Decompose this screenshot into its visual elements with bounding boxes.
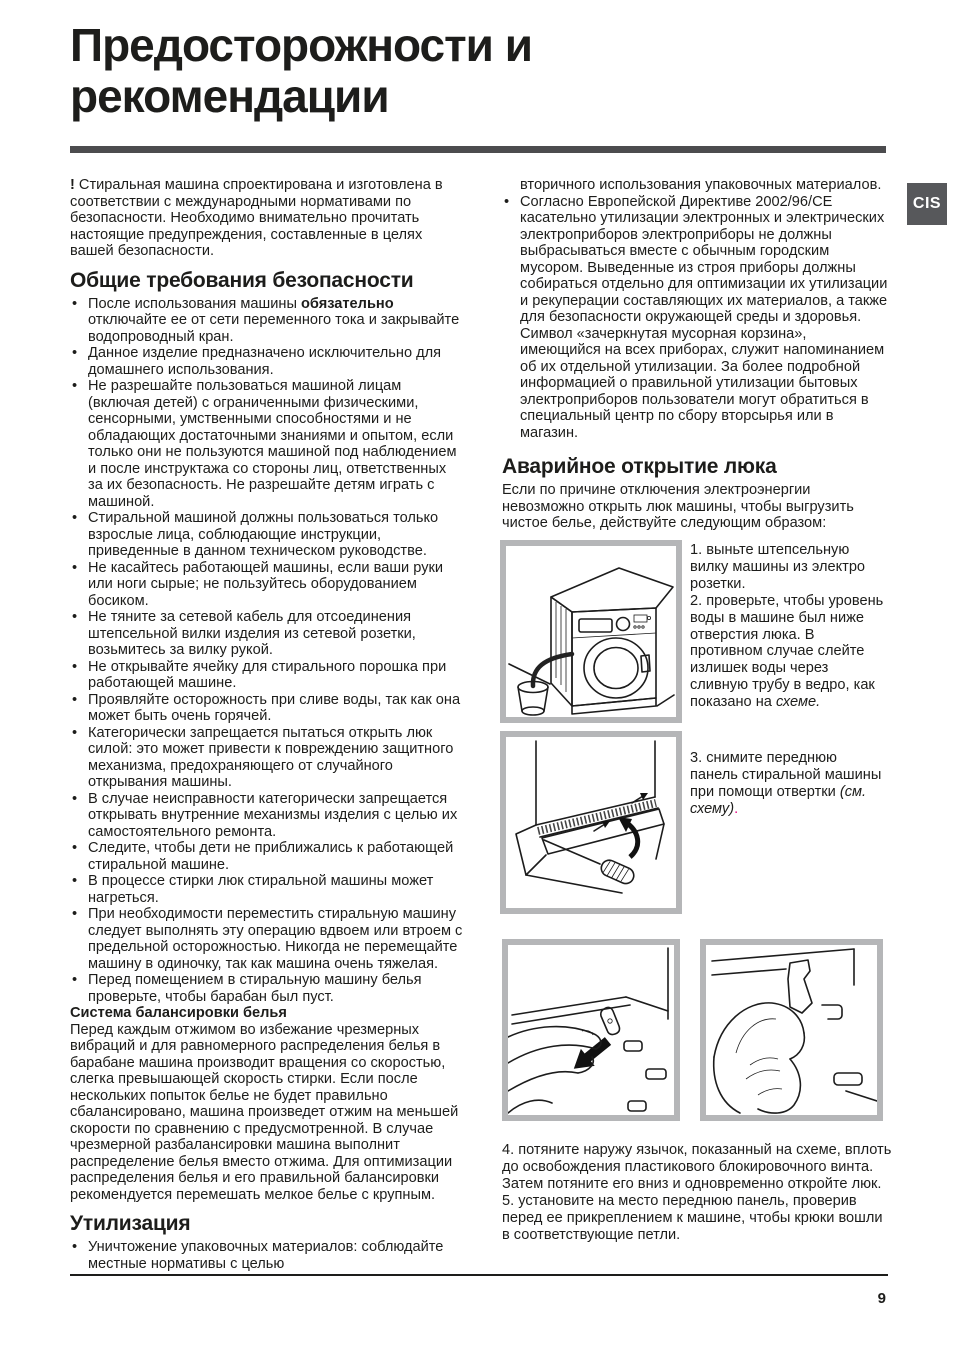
bullet-marker: • xyxy=(72,559,78,576)
emergency-step-3-block xyxy=(690,750,888,818)
safety-bullet-13 xyxy=(70,906,464,972)
step3-italic: (см. схему) xyxy=(690,783,867,817)
safety-bullet-8 xyxy=(70,692,464,725)
right-column xyxy=(502,177,888,532)
page-title-line2: рекомендации xyxy=(70,70,389,122)
step2-italic: схеме. xyxy=(775,694,821,711)
intro-paragraph xyxy=(70,177,464,260)
bullet-marker: • xyxy=(72,658,78,675)
bullet-text: При необходимости переместить стиральную машину следует выполнять эту операцию вдвоем или втроем с предельной осторожностью. Никогда не перемещайте машину в одиночку, так как машина очень тяжелая. xyxy=(88,906,463,972)
bullet-marker: • xyxy=(72,906,78,922)
safety-bullet-12 xyxy=(70,873,464,906)
figure-tab-closeup xyxy=(700,939,883,1121)
bullet-marker: • xyxy=(72,790,78,807)
page-number: 9 xyxy=(877,1290,886,1307)
safety-bullet-5 xyxy=(70,560,464,610)
bullet-text-bold: обязательно xyxy=(300,295,394,312)
drain-hose-illustration xyxy=(506,546,676,717)
bullet-marker: • xyxy=(504,193,510,210)
bullet-marker: • xyxy=(72,840,78,856)
subheading-balancing: Система балансировки белья xyxy=(70,1005,287,1021)
bullet-text: Данное изделие предназначено исключительно для домашнего использования. xyxy=(88,345,442,378)
safety-bullet-7 xyxy=(70,659,464,692)
section-heading-general-safety: Общие требования безопасности xyxy=(70,268,414,292)
step3-text: 3. снимите переднюю панель стиральной машины при помощи отвертки xyxy=(690,750,882,800)
bullet-marker: • xyxy=(72,724,78,741)
page-title xyxy=(70,20,532,122)
safety-bullet-10 xyxy=(70,791,464,841)
bullet-marker: • xyxy=(72,691,78,708)
balancing-paragraph: Перед каждым отжимом во избежание чрезмерных вибраций и для равномерного распределения белья в барабане машина производит вращения со скоростью, слегка превышающей скорость стирки. Если после нескольких попыток белье не будет правильно сбалансировано, машина произведет отжим на меньшей скорости по сравнению с предусмотренной. В случае чрезмерной разбалансировки машина выполнит распределение белья вместо отжима. Для оптимизации распределения белья и его правильной балансировки рекомендуется перемешать мелкое белье с крупным. xyxy=(70,1021,459,1203)
bullet-text: Не касайтесь работающей машины, если ваши руки или ноги сырые; не пользуйтесь оборудованием босиком. xyxy=(88,559,444,609)
safety-bullet-6 xyxy=(70,609,464,659)
bullet-text: Не открывайте ячейку для стирального порошка при работающей машине. xyxy=(88,658,447,691)
footer-rule xyxy=(70,1274,888,1276)
bullet-marker: • xyxy=(72,345,78,361)
step2-text: 2. проверьте, чтобы уровень воды в машине был ниже отверстия люка. В противном случае слейте излишек воды через сливную трубу в ведро, как показано на xyxy=(690,592,884,711)
safety-bullet-2 xyxy=(70,345,464,378)
section-heading-emergency-opening: Аварийное открытие люка xyxy=(502,455,777,478)
intro-text: Стиральная машина спроектирована и изготовлена в соответствии с международными нормативами по безопасности. Необходимо внимательно прочитать настоящие предупреждения, составленные в целях вашей безопасности. xyxy=(70,177,443,259)
emergency-step-1: 1. выньте штепсельную вилку машины из электро розетки. xyxy=(690,542,866,592)
bullet-marker: • xyxy=(72,1239,78,1255)
bullet-text-after: отключайте ее от сети переменного тока и закрывайте водопроводный кран. xyxy=(88,312,460,345)
bullet-text: Не тяните за сетевой кабель для отсоединения штепсельной вилки изделия из сетевой розетки, возьмитесь за вилку рукой. xyxy=(88,609,416,658)
disposal-bullet-1-continuation: вторичного использования упаковочных материалов. xyxy=(520,177,882,193)
step3-period: . xyxy=(734,800,739,817)
pull-tab-illustration xyxy=(508,945,674,1115)
safety-bullet-11 xyxy=(70,840,464,873)
safety-bullet-3 xyxy=(70,378,464,510)
title-rule xyxy=(70,146,886,153)
bullet-text: Следите, чтобы дети не приближались к работающей стиральной машине. xyxy=(88,840,454,873)
emergency-intro: Если по причине отключения электроэнергии невозможно открыть люк машины, чтобы выгрузить чистое белье, действуйте следующим образом: xyxy=(502,482,854,531)
section-heading-disposal: Утилизация xyxy=(70,1212,191,1235)
figure-screwdriver-panel xyxy=(500,731,682,914)
safety-bullet-1 xyxy=(70,296,464,346)
bullet-marker: • xyxy=(72,378,78,394)
safety-bullet-14 xyxy=(70,972,464,1005)
tab-closeup-illustration xyxy=(706,945,877,1115)
emergency-step-2 xyxy=(690,593,888,711)
emergency-step-5: 5. установите на место переднюю панель, проверив перед ее прикреплением к машине, чтобы крюки вошли в соответствующие петли. xyxy=(502,1192,883,1243)
safety-bullet-9 xyxy=(70,725,464,791)
safety-bullet-4 xyxy=(70,510,464,560)
bullet-text: Проявляйте осторожность при сливе воды, так как она может быть очень горячей. xyxy=(88,691,461,724)
bullet-marker: • xyxy=(72,295,78,312)
bullet-text: В процессе стирки люк стиральной машины может нагреться. xyxy=(88,873,434,906)
emergency-steps-4-5 xyxy=(502,1142,892,1243)
region-badge: CIS xyxy=(907,183,947,225)
warning-mark: ! xyxy=(70,177,75,193)
bullet-marker: • xyxy=(72,873,78,889)
disposal-bullet-1 xyxy=(70,1239,464,1272)
bullet-text: Не разрешайте пользоваться машиной лицам (включая детей) с ограниченными физическими, сенсорными, умственными способностями и не обладающих достаточными знаниями и опытом, если только они не пользуются машиной под наблюдением и после инструктажа со стороны лиц, ответственных за их безопасность. Не разрешайте детям играть с машиной. xyxy=(88,378,457,510)
emergency-step-4: 4. потяните наружу язычок, показанный на схеме, вплоть до освобождения пластикового блокировочного винта. Затем потяните его вниз и одновременно откройте люк. xyxy=(502,1142,892,1192)
page-title-line1: Предосторожности и xyxy=(70,19,532,71)
bullet-text-before: После использования машины xyxy=(88,295,301,312)
bullet-text: Стиральной машиной должны пользоваться только взрослые лица, соблюдающие инструкции, приведенные в данном техническом руководстве. xyxy=(88,510,439,559)
screwdriver-panel-illustration xyxy=(506,737,676,908)
bullet-marker: • xyxy=(72,972,78,988)
bullet-text: Категорически запрещается пытаться открыть люк силой: это может привести к повреждению защитного механизма, предохраняющего от случайного открывания машины. xyxy=(88,724,454,790)
disposal-bullet-2 xyxy=(502,194,888,442)
bullet-text: В случае неисправности категорически запрещается открывать внутренние механизмы изделия с целью их самостоятельного ремонта. xyxy=(88,790,458,840)
bullet-marker: • xyxy=(72,609,78,625)
left-column xyxy=(70,177,464,1272)
bullet-text: Согласно Европейской Директиве 2002/96/СЕ касательно утилизации электронных и электрических электроприборов электроприборы не должны выбрасываться вместе с обычным городским мусором. Выведенные из строя приборы должны собираться отдельно для оптимизации их утилизации и рекуперации составляющих их материалов, а также для безопасности окружающей среды и здоровья. Символ «зачеркнутая мусорная корзина», имеющийся на всех приборах, служит напоминанием об их отдельной утилизации. За более подробной информацией о правильной утилизации бытовых электроприборов пользователи могут обратиться в специальный центр по сбору вторсырья или в магазин. xyxy=(520,193,888,441)
figure-drain-hose xyxy=(500,540,682,723)
bullet-text: Уничтожение упаковочных материалов: соблюдайте местные нормативы с целью xyxy=(88,1239,444,1272)
bullet-text: Перед помещением в стиральную машину белья проверьте, чтобы барабан был пуст. xyxy=(88,972,422,1005)
emergency-step-3 xyxy=(690,750,888,818)
bullet-marker: • xyxy=(72,510,78,526)
emergency-steps-1-2 xyxy=(690,542,888,711)
figure-pull-tab xyxy=(502,939,680,1121)
